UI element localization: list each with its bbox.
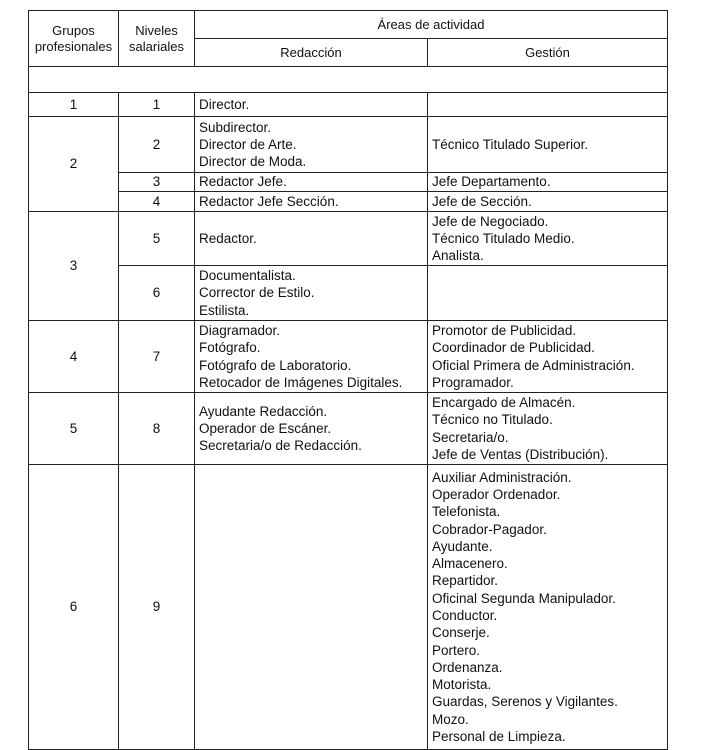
nivel-cell: 5 [119,212,195,266]
table-row [29,465,668,750]
salary-levels-table [28,10,668,750]
table-row [29,117,668,173]
gestion-cell: Jefe de Negociado. Técnico Titulado Medio. Analista. [428,212,668,266]
redaccion-cell: Ayudante Redacción. Operador de Escáner. Secretaria/o de Redacción. [195,393,428,465]
grupo-cell: 4 [29,321,119,393]
redaccion-cell [195,465,428,750]
grupo-cell: 5 [29,393,119,465]
nivel-cell: 1 [119,93,195,117]
redaccion-cell: Subdirector. Director de Arte. Director de Moda. [195,117,428,173]
redaccion-cell: Documentalista. Corrector de Estilo. Estilista. [195,266,428,321]
redaccion-cell: Redactor Jefe. [195,173,428,192]
nivel-cell: 3 [119,173,195,192]
gestion-cell: Auxiliar Administración. Operador Ordenador. Telefonista. Cobrador-Pagador. Ayudante. Almacenero. Repartidor. Oficinal Segunda Manipulador. Conductor. Conserje. Portero. Ordenanza. Motorista. Guardas, Serenos y Vigilantes. Mozo. Personal de Limpieza. [428,465,668,750]
nivel-cell: 6 [119,266,195,321]
grupo-cell: 1 [29,93,119,117]
grupo-cell: 6 [29,465,119,750]
grupo-cell: 2 [29,117,119,212]
table-row [29,192,668,212]
nivel-cell: 7 [119,321,195,393]
table-row [29,266,668,321]
redaccion-cell: Director. [195,93,428,117]
header-redaccion: Redacción [195,39,428,67]
gestion-cell [428,93,668,117]
table-row [29,212,668,266]
table-row [29,321,668,393]
table-row [29,93,668,117]
redaccion-cell: Redactor Jefe Sección. [195,192,428,212]
redaccion-cell: Redactor. [195,212,428,266]
nivel-cell: 2 [119,117,195,173]
nivel-cell: 4 [119,192,195,212]
nivel-cell: 8 [119,393,195,465]
gestion-cell: Promotor de Publicidad. Coordinador de Publicidad. Oficial Primera de Administración. Programador. [428,321,668,393]
header-gestion: Gestión [428,39,668,67]
gestion-cell: Técnico Titulado Superior. [428,117,668,173]
table-row [29,173,668,192]
grupo-cell: 3 [29,212,119,321]
gestion-cell: Encargado de Almacén. Técnico no Titulado. Secretaria/o. Jefe de Ventas (Distribución). [428,393,668,465]
gestion-cell: Jefe de Sección. [428,192,668,212]
header-grupos: Grupos profesionales [29,11,119,67]
gestion-cell [428,266,668,321]
nivel-cell: 9 [119,465,195,750]
gestion-cell: Jefe Departamento. [428,173,668,192]
header-niveles: Niveles salariales [119,11,195,67]
redaccion-cell: Diagramador. Fotógrafo. Fotógrafo de Laboratorio. Retocador de Imágenes Digitales. [195,321,428,393]
header-spacer [29,67,668,93]
header-areas: Áreas de actividad [195,11,668,39]
table-row [29,393,668,465]
